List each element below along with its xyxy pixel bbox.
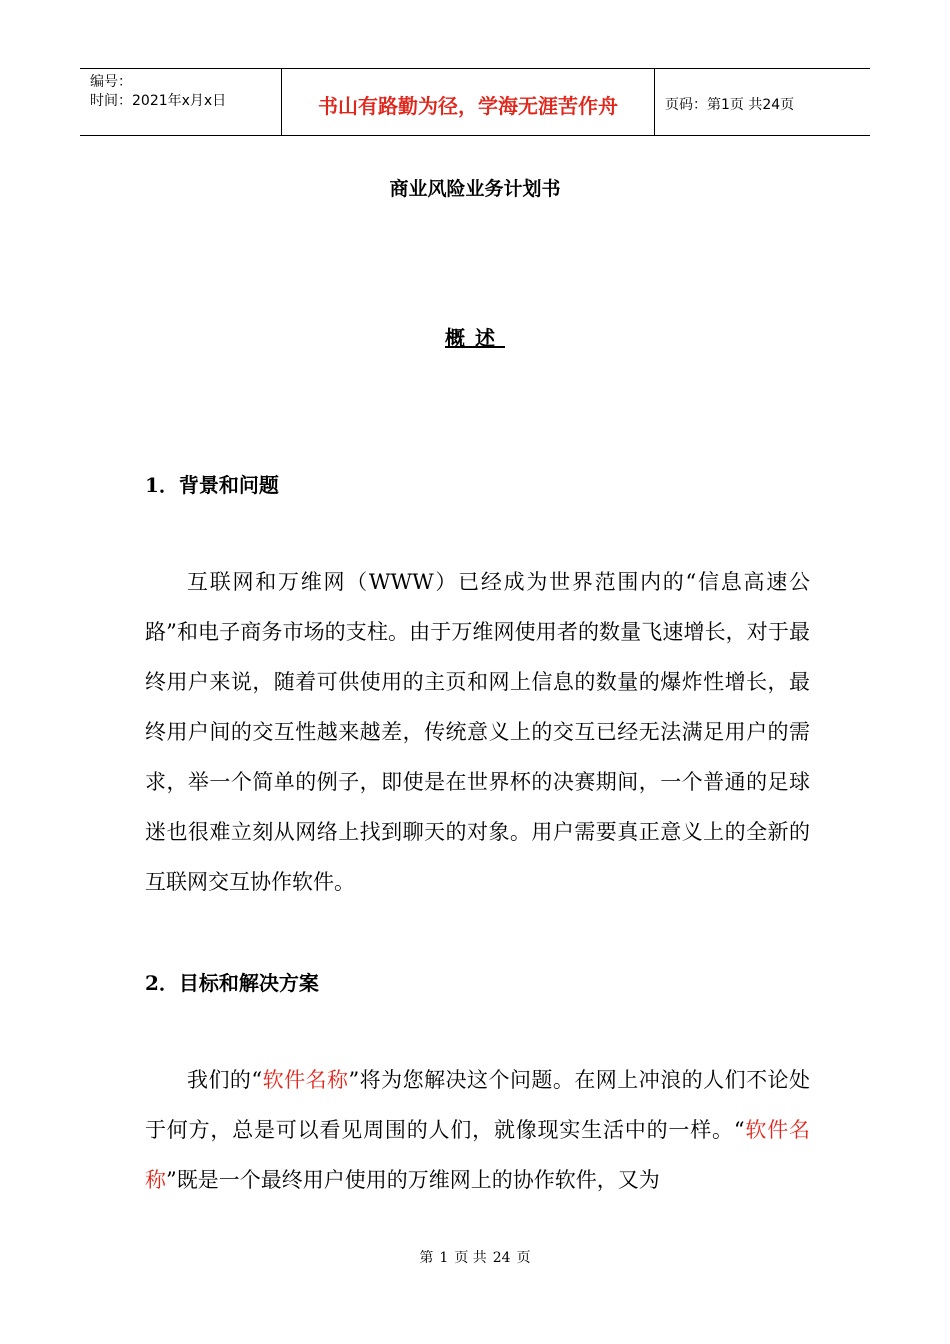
footer-prefix: 第 <box>419 1250 434 1266</box>
time-label: 时间：2021年x月x日 <box>90 93 227 109</box>
p2-text-1: 我们的“ <box>187 1068 263 1092</box>
document-title: 商业风险业务计划书 <box>389 178 561 200</box>
header-meta <box>80 69 282 135</box>
heading-goals: 2．目标和解决方案 <box>145 971 319 995</box>
section-title-text: 概述 <box>445 326 505 350</box>
software-name-2: 软件名称 <box>145 1118 811 1192</box>
footer-current-page: 1 <box>439 1250 449 1266</box>
paragraph-goals <box>145 1055 810 1205</box>
software-name-1: 软件名称 <box>262 1068 349 1092</box>
footer-total-pages: 24 <box>492 1250 511 1266</box>
number-label: 编号： <box>90 74 132 90</box>
p2-text-2: ”将为您解决这个问题。在网上冲浪的人们不论处于何方，总是可以看见周围的人们，就像现实生活中的一样。“ <box>145 1068 811 1142</box>
page-footer <box>0 1247 950 1267</box>
page-header <box>80 68 870 136</box>
section-title <box>0 322 950 351</box>
p2-text-3: ”既是一个最终用户使用的万维网上的协作软件，又为 <box>166 1168 660 1192</box>
header-motto: 书山有路勤为径，学海无涯苦作舟 <box>282 69 655 135</box>
heading-background: 1．背景和问题 <box>145 473 279 497</box>
footer-suffix: 页 <box>516 1250 531 1266</box>
paragraph-background: 互联网和万维网（WWW）已经成为世界范围内的“信息高速公路”和电子商务市场的支柱。由于万维网使用者的数量飞速增长，对于最终用户来说，随着可供使用的主页和网上信息的数量的爆炸性增长，最终用户间的交互性越来越差，传统意义上的交互已经无法满足用户的需求，举一个简单的例子，即使是在世界杯的决赛期间，一个普通的足球迷也很难立刻从网络上找到聊天的对象。用户需要真正意义上的全新的互联网交互协作软件。 <box>145 570 810 894</box>
header-page-info: 页码：第1页 共24页 <box>665 97 795 113</box>
footer-mid: 页 共 <box>454 1250 487 1266</box>
